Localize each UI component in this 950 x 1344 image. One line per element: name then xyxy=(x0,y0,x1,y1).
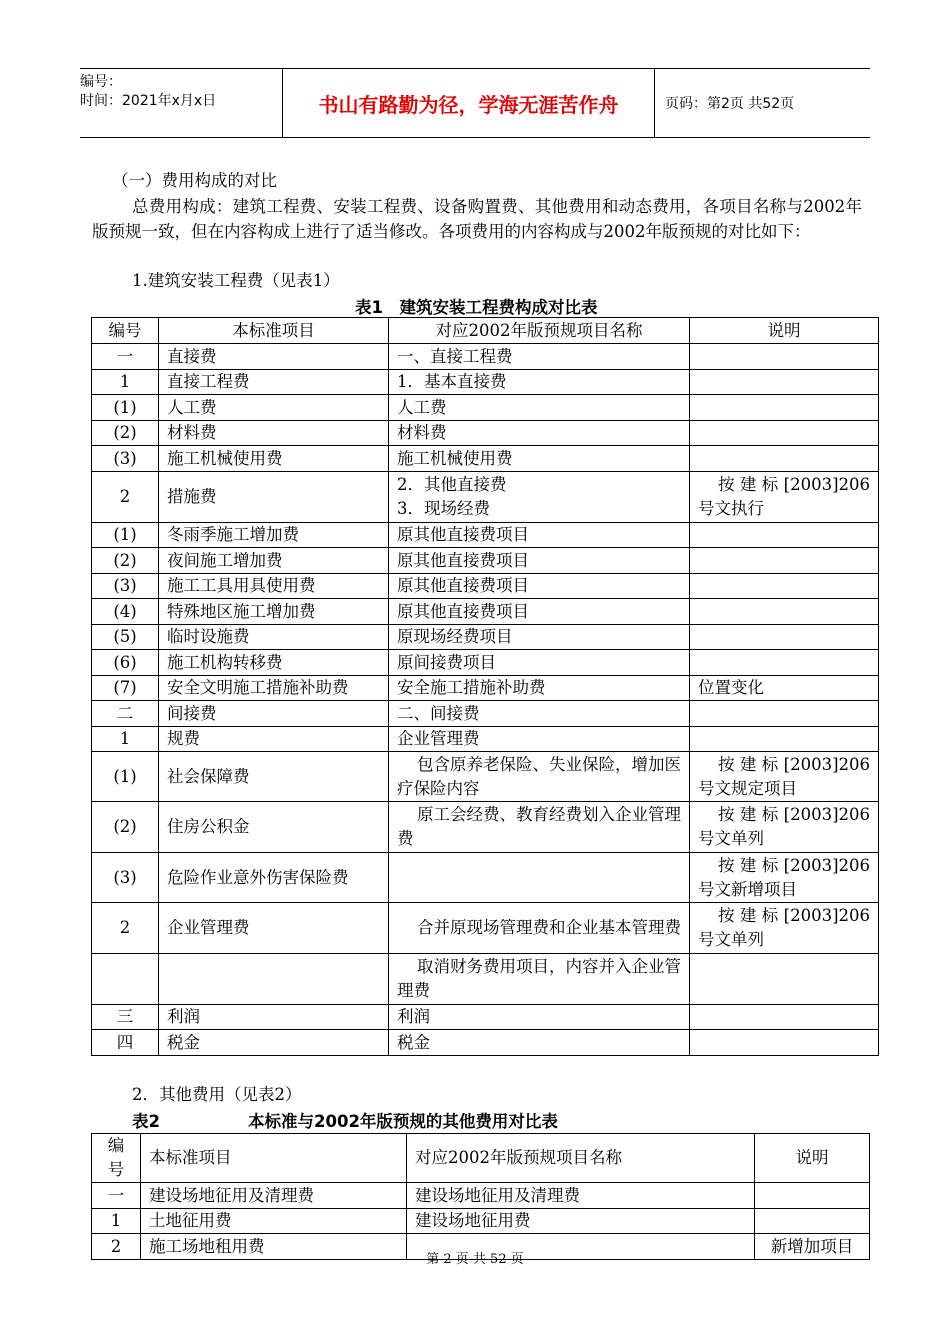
table1-standard-item-cell: 直接工程费 xyxy=(159,370,389,395)
page-header xyxy=(80,68,870,138)
table1-header-2002-item: 对应2002年版预规项目名称 xyxy=(389,318,690,344)
table1-old-item-cell: 安全施工措施补助费 xyxy=(389,676,690,701)
table1-number-cell: (1) xyxy=(92,752,159,802)
table1-number-cell: (2) xyxy=(92,421,159,446)
table1-remark-cell: 按建标[2003]206号文执行 xyxy=(690,472,879,523)
table2-standard-item-cell: 土地征用费 xyxy=(141,1209,407,1234)
table1-remark-cell xyxy=(690,701,879,727)
table2-number-cell: 2 xyxy=(92,1234,141,1260)
table1-remark-cell xyxy=(690,625,879,650)
table1-row xyxy=(92,676,879,701)
table1-number-cell: 2 xyxy=(92,472,159,523)
table1-header-row xyxy=(92,318,879,344)
table1-remark-cell xyxy=(690,548,879,574)
table1-row xyxy=(92,1030,879,1056)
table1-old-item-cell: 企业管理费 xyxy=(389,727,690,752)
table1-number-cell: (6) xyxy=(92,650,159,676)
table1-old-item-cell: 原间接费项目 xyxy=(389,650,690,676)
table1-header-standard-item: 本标准项目 xyxy=(159,318,389,344)
table1-old-item-cell: 原其他直接费项目 xyxy=(389,574,690,599)
table1-old-item-cell: 原现场经费项目 xyxy=(389,625,690,650)
table1-old-item-cell: 原其他直接费项目 xyxy=(389,548,690,574)
table1-remark-cell xyxy=(690,727,879,752)
table1-old-item-cell xyxy=(389,853,690,903)
table1-number-cell: 三 xyxy=(92,1005,159,1030)
table1-number-cell: 2 xyxy=(92,903,159,954)
table1-row xyxy=(92,853,879,903)
table2-standard-item-cell: 施工场地租用费 xyxy=(141,1234,407,1260)
table1-standard-item-cell: 施工工具用具使用费 xyxy=(159,574,389,599)
table1-remark-cell: 按建标[2003]206号文新增项目 xyxy=(690,853,879,903)
table1-old-item-cell: 合并原现场管理费和企业基本管理费 xyxy=(389,903,690,954)
table1-remark-cell xyxy=(690,344,879,370)
table1-standard-item-cell: 间接费 xyxy=(159,701,389,727)
table1-row xyxy=(92,727,879,752)
table1-old-item-cell: 人工费 xyxy=(389,395,690,421)
table1-number-cell: (2) xyxy=(92,548,159,574)
table1-old-item-cell: 施工机械使用费 xyxy=(389,446,690,472)
table1-standard-item-cell: 施工机构转移费 xyxy=(159,650,389,676)
table1-header-number: 编号 xyxy=(92,318,159,344)
table2-header-remark: 说明 xyxy=(755,1134,870,1183)
table1-standard-item-cell: 税金 xyxy=(159,1030,389,1056)
table1-standard-item-cell xyxy=(159,954,389,1005)
table1-number-cell: 二 xyxy=(92,701,159,727)
table1-row xyxy=(92,548,879,574)
table1-number-cell: 1 xyxy=(92,727,159,752)
table1-remark-cell xyxy=(690,446,879,472)
table1-standard-item-cell: 直接费 xyxy=(159,344,389,370)
table2-remark-cell xyxy=(755,1209,870,1234)
table1-standard-item-cell: 规费 xyxy=(159,727,389,752)
table1-number-cell: (3) xyxy=(92,574,159,599)
table2-old-item-cell: 建设场地征用费 xyxy=(407,1209,755,1234)
header-page-info: 页码：第2页 共52页 xyxy=(665,96,795,112)
header-motto: 书山有路勤为径，学海无涯苦作舟 xyxy=(283,69,655,137)
table1-old-item-cell: 原其他直接费项目 xyxy=(389,523,690,548)
table1-standard-item-cell: 社会保障费 xyxy=(159,752,389,802)
table1-number-cell xyxy=(92,954,159,1005)
table2-caption-number: 表2 xyxy=(132,1112,160,1131)
table1-number-cell: (2) xyxy=(92,802,159,853)
table1-row xyxy=(92,395,879,421)
page-footer: 第 2 页 共 52 页 xyxy=(426,1252,524,1267)
table1-old-item-cell: 利润 xyxy=(389,1005,690,1030)
table1-remark-cell xyxy=(690,650,879,676)
table2 xyxy=(91,1133,870,1260)
table1-number-cell: (3) xyxy=(92,853,159,903)
table1-standard-item-cell: 措施费 xyxy=(159,472,389,523)
table1-row xyxy=(92,446,879,472)
table1-number-cell: (1) xyxy=(92,523,159,548)
table1 xyxy=(91,317,879,1056)
table1-standard-item-cell: 企业管理费 xyxy=(159,903,389,954)
table1-old-item-cell: 一、直接工程费 xyxy=(389,344,690,370)
table1-standard-item-cell: 材料费 xyxy=(159,421,389,446)
table1-remark-cell xyxy=(690,421,879,446)
table1-old-item-cell: 原工会经费、教育经费划入企业管理费 xyxy=(389,802,690,853)
table1-standard-item-cell: 住房公积金 xyxy=(159,802,389,853)
table1-row xyxy=(92,650,879,676)
table1-row xyxy=(92,574,879,599)
table1-standard-item-cell: 特殊地区施工增加费 xyxy=(159,599,389,625)
table1-row xyxy=(92,954,879,1005)
table1-header-remark: 说明 xyxy=(690,318,879,344)
section-title: （一）费用构成的对比 xyxy=(112,171,277,190)
table1-standard-item-cell: 人工费 xyxy=(159,395,389,421)
table1-row xyxy=(92,421,879,446)
table2-number-cell: 1 xyxy=(92,1209,141,1234)
table1-number-cell: (3) xyxy=(92,446,159,472)
table2-old-item-cell: 建设场地征用及清理费 xyxy=(407,1183,755,1209)
table1-old-item-cell: 包含原养老保险、失业保险，增加医疗保险内容 xyxy=(389,752,690,802)
table1-row xyxy=(92,344,879,370)
table1-row xyxy=(92,1005,879,1030)
table1-old-item-cell: 2．其他直接费 3．现场经费 xyxy=(389,472,690,523)
item2-title: 2．其他费用（见表2） xyxy=(132,1085,302,1104)
table1-row xyxy=(92,903,879,954)
document-time-label: 时间：2021年x月x日 xyxy=(80,93,217,109)
table2-header-standard-item: 本标准项目 xyxy=(141,1134,407,1183)
table1-row xyxy=(92,370,879,395)
table1-number-cell: (7) xyxy=(92,676,159,701)
table1-number-cell: (5) xyxy=(92,625,159,650)
table1-remark-cell xyxy=(690,574,879,599)
table1-number-cell: (1) xyxy=(92,395,159,421)
table1-remark-cell: 按建标[2003]206号文单列 xyxy=(690,802,879,853)
table1-row xyxy=(92,625,879,650)
table1-row xyxy=(92,523,879,548)
table1-number-cell: 一 xyxy=(92,344,159,370)
table2-row xyxy=(92,1183,870,1209)
table1-number-cell: 1 xyxy=(92,370,159,395)
table1-remark-cell: 位置变化 xyxy=(690,676,879,701)
table1-remark-cell xyxy=(690,1005,879,1030)
table1-remark-cell xyxy=(690,954,879,1005)
table1-row xyxy=(92,701,879,727)
table1-row xyxy=(92,472,879,523)
table1-standard-item-cell: 临时设施费 xyxy=(159,625,389,650)
table1-row xyxy=(92,599,879,625)
table1-standard-item-cell: 利润 xyxy=(159,1005,389,1030)
table1-row xyxy=(92,752,879,802)
table1-old-item-cell: 二、间接费 xyxy=(389,701,690,727)
table2-caption-text: 本标准与2002年版预规的其他费用对比表 xyxy=(248,1112,558,1131)
table1-caption: 表1 建筑安装工程费构成对比表 xyxy=(355,298,598,317)
table2-remark-cell: 新增加项目 xyxy=(755,1234,870,1260)
table2-header-row xyxy=(92,1134,870,1183)
table1-remark-cell xyxy=(690,1030,879,1056)
table1-remark-cell xyxy=(690,523,879,548)
table1-remark-cell: 按建标[2003]206号文单列 xyxy=(690,903,879,954)
table1-old-item-cell: 原其他直接费项目 xyxy=(389,599,690,625)
table1-old-item-cell: 材料费 xyxy=(389,421,690,446)
table1-standard-item-cell: 冬雨季施工增加费 xyxy=(159,523,389,548)
table1-remark-cell xyxy=(690,370,879,395)
table2-row xyxy=(92,1209,870,1234)
table1-standard-item-cell: 夜间施工增加费 xyxy=(159,548,389,574)
table1-remark-cell xyxy=(690,395,879,421)
table2-header-2002-item: 对应2002年版预规项目名称 xyxy=(407,1134,755,1183)
table1-number-cell: (4) xyxy=(92,599,159,625)
table1-remark-cell xyxy=(690,599,879,625)
table2-header-number: 编号 xyxy=(92,1134,141,1183)
document-number-label: 编号： xyxy=(80,74,122,90)
table2-remark-cell xyxy=(755,1183,870,1209)
table2-standard-item-cell: 建设场地征用及清理费 xyxy=(141,1183,407,1209)
table1-standard-item-cell: 危险作业意外伤害保险费 xyxy=(159,853,389,903)
table1-old-item-cell: 税金 xyxy=(389,1030,690,1056)
table1-old-item-cell: 1．基本直接费 xyxy=(389,370,690,395)
table1-remark-cell: 按建标[2003]206号文规定项目 xyxy=(690,752,879,802)
header-left-cell xyxy=(80,69,283,137)
table2-number-cell: 一 xyxy=(92,1183,141,1209)
item1-title: 1.建筑安装工程费（见表1） xyxy=(132,271,340,290)
intro-paragraph: 总费用构成：建筑工程费、安装工程费、设备购置费、其他费用和动态费用，各项目名称与2002年版预规一致，但在内容构成上进行了适当修改。各项费用的内容构成与2002年版预规的对比如下： xyxy=(92,197,862,241)
table1-old-item-cell: 取消财务费用项目，内容并入企业管理费 xyxy=(389,954,690,1005)
table1-number-cell: 四 xyxy=(92,1030,159,1056)
table1-standard-item-cell: 施工机械使用费 xyxy=(159,446,389,472)
table1-standard-item-cell: 安全文明施工措施补助费 xyxy=(159,676,389,701)
table1-row xyxy=(92,802,879,853)
